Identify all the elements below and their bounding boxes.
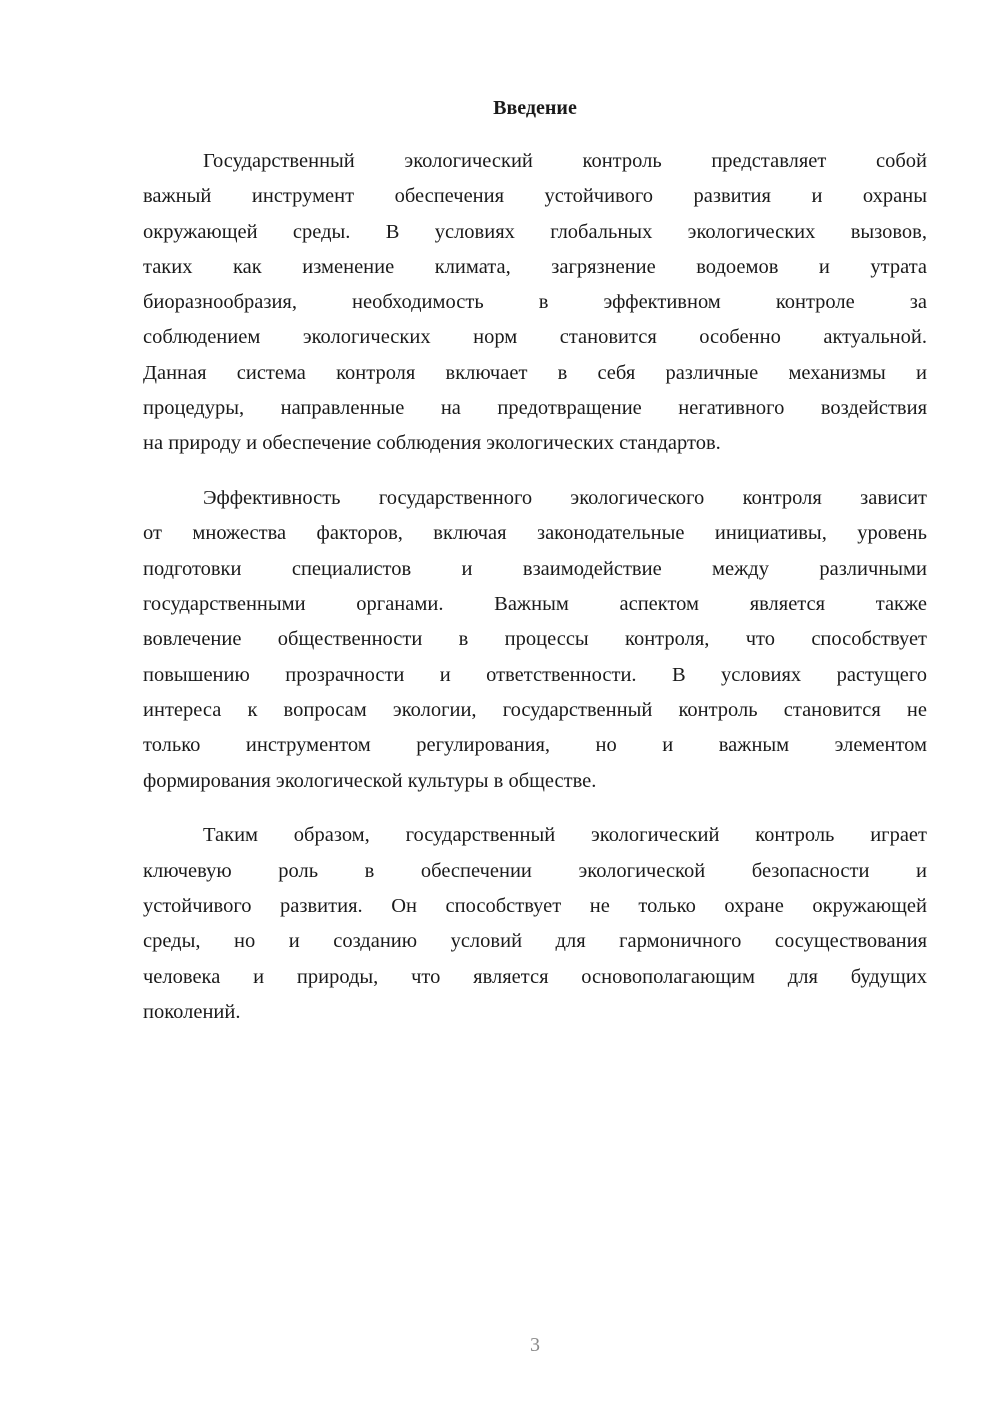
text-line: процедуры, направленные на предотвращение негативного воздействия [143, 397, 927, 420]
text-line: государственными органами. Важным аспектом является также [143, 593, 927, 616]
paragraph [143, 818, 927, 1030]
paragraph [143, 481, 927, 799]
text-line: ключевую роль в обеспечении экологической безопасности и [143, 859, 927, 882]
text-line: Государственный экологический контроль представляет собой [203, 150, 927, 172]
text-line: Данная система контроля включает в себя различные механизмы и [143, 361, 927, 384]
text-line: таких как изменение климата, загрязнение водоемов и утрата [143, 255, 927, 278]
section-heading: Введение [493, 97, 577, 119]
text-line: вовлечение общественности в процессы контроля, что способствует [143, 628, 927, 651]
text-line: окружающей среды. В условиях глобальных экологических вызовов, [143, 220, 927, 243]
document-body [143, 144, 927, 1050]
text-line: от множества факторов, включая законодательные инициативы, уровень [143, 522, 927, 545]
text-line: Таким образом, государственный экологический контроль играет [203, 824, 927, 847]
text-line: повышению прозрачности и ответственности. В условиях растущего [143, 663, 927, 686]
page-number: 3 [530, 1334, 540, 1356]
text-line: среды, но и созданию условий для гармоничного сосуществования [143, 930, 927, 953]
text-line: формирования экологической культуры в обществе. [143, 769, 597, 792]
text-line: человека и природы, что является основополагающим для будущих [143, 965, 927, 988]
text-line: Эффективность государственного экологического контроля зависит [203, 487, 927, 510]
text-line: поколений. [143, 1000, 241, 1023]
text-line: важный инструмент обеспечения устойчивого развития и охраны [143, 185, 927, 208]
text-line: соблюдением экологических норм становится особенно актуальной. [143, 326, 927, 349]
text-line: на природу и обеспечение соблюдения экологических стандартов. [143, 432, 721, 455]
text-line: устойчивого развития. Он способствует не только охране окружающей [143, 894, 927, 917]
text-line: биоразнообразия, необходимость в эффективном контроле за [143, 291, 927, 314]
paragraph [143, 144, 927, 462]
text-line: подготовки специалистов и взаимодействие между различными [143, 557, 927, 580]
text-line: интереса к вопросам экологии, государственный контроль становится не [143, 698, 927, 721]
text-line: только инструментом регулирования, но и важным элементом [143, 734, 927, 757]
